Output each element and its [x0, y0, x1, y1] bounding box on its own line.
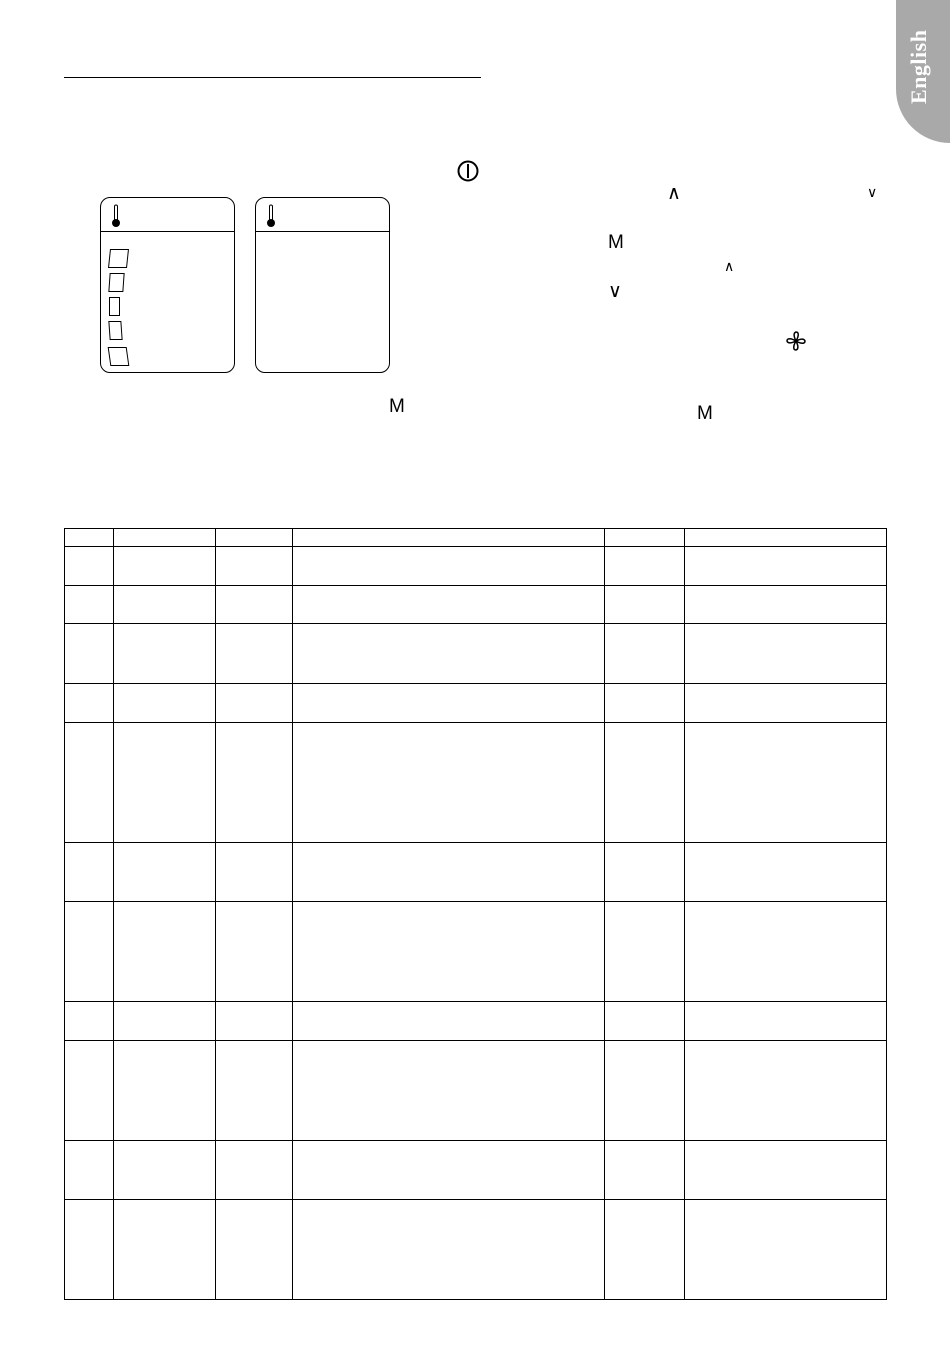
- table-row: [65, 624, 887, 684]
- table-row: [65, 1041, 887, 1141]
- fan-level-bar: [108, 249, 129, 268]
- table-row: [65, 902, 887, 1002]
- thermometer-icon: [111, 204, 121, 228]
- table-header-cell: [114, 529, 216, 547]
- table-header-cell: [293, 529, 605, 547]
- mode-icon: M: [608, 232, 624, 253]
- fan-level-bar: [109, 297, 120, 316]
- section-heading-rule: [64, 77, 481, 78]
- table-header-cell: [685, 529, 887, 547]
- table-header-cell: [65, 529, 114, 547]
- table-row: [65, 547, 887, 586]
- table-header-cell: [216, 529, 293, 547]
- fan-level-bar: [108, 347, 130, 366]
- table-row: [65, 1002, 887, 1041]
- display-panel-fan-levels: [100, 197, 235, 373]
- display-panel-blank: [255, 197, 390, 373]
- fan-level-bar: [108, 273, 124, 292]
- mode-icon: M: [389, 396, 405, 417]
- up-arrow-icon: ∧: [724, 258, 735, 274]
- thermometer-icon: [266, 204, 276, 228]
- table-header-cell: [605, 529, 685, 547]
- table-row: [65, 586, 887, 624]
- language-tab: [896, 0, 950, 143]
- language-label: English: [906, 29, 931, 104]
- table-row: [65, 684, 887, 723]
- panel-divider: [256, 231, 389, 232]
- troubleshooting-table: [64, 528, 887, 1300]
- table-row: [65, 723, 887, 843]
- down-arrow-icon: ∨: [867, 184, 878, 200]
- down-arrow-icon: ∨: [608, 281, 622, 302]
- table-row: [65, 843, 887, 902]
- table-row: [65, 1200, 887, 1300]
- power-icon: [456, 159, 480, 183]
- fan-icon: [784, 329, 808, 353]
- table-header-row: [65, 529, 887, 547]
- table-row: [65, 1141, 887, 1200]
- fan-level-bar: [108, 321, 122, 340]
- panel-divider: [101, 231, 234, 232]
- mode-icon: M: [697, 403, 713, 424]
- up-arrow-icon: ∧: [667, 183, 681, 204]
